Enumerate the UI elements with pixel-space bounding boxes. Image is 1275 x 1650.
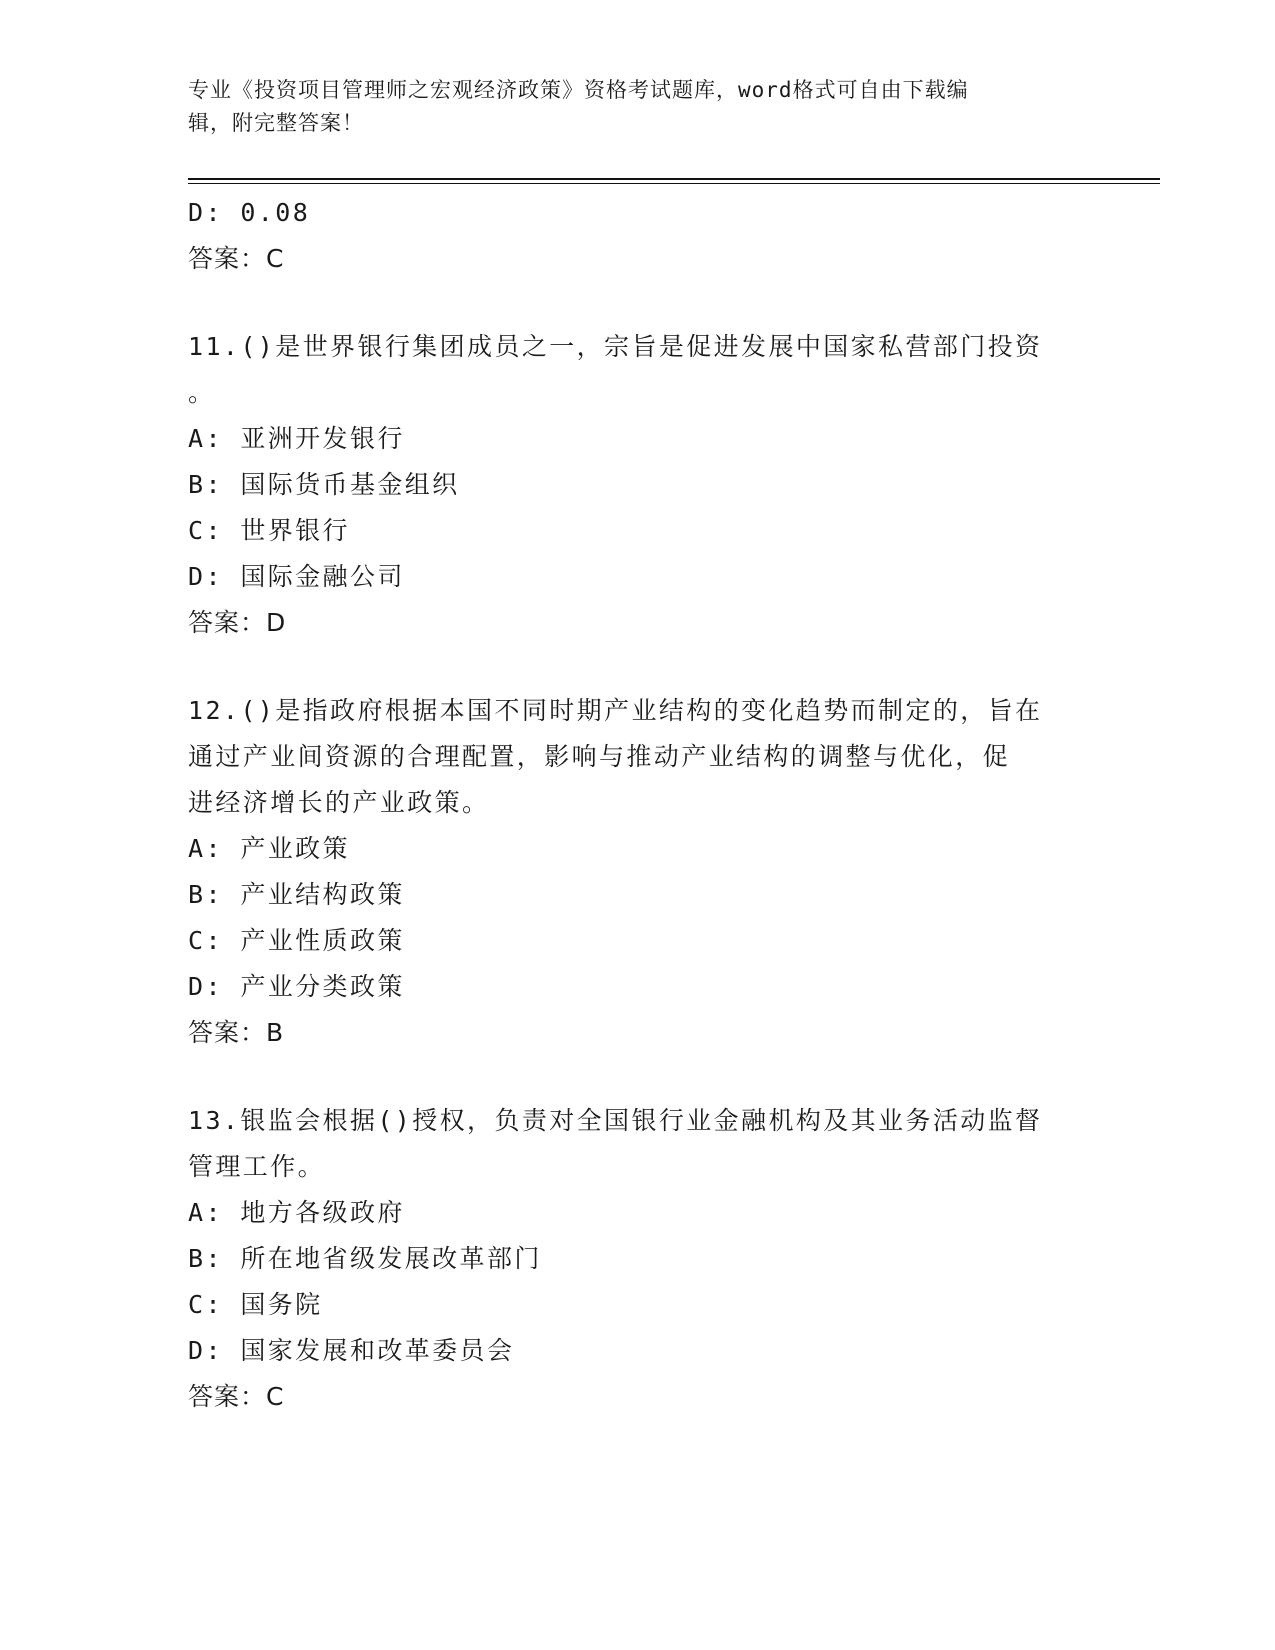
answer: 答案：B bbox=[188, 1018, 285, 1047]
option-d: D: 国际金融公司 bbox=[188, 562, 405, 591]
stem-line: 进经济增长的产业政策。 bbox=[188, 788, 490, 817]
option-c: C: 国务院 bbox=[188, 1290, 323, 1319]
stem-line: 12.()是指政府根据本国不同时期产业结构的变化趋势而制定的，旨在 bbox=[188, 696, 1043, 725]
header-line-2: 辑，附完整答案！ bbox=[188, 111, 364, 135]
stem-line: 13.银监会根据()授权，负责对全国银行业金融机构及其业务活动监督 bbox=[188, 1106, 1043, 1135]
stem-line: 11.()是世界银行集团成员之一，宗旨是促进发展中国家私营部门投资 bbox=[188, 332, 1043, 361]
option-d: D: 产业分类政策 bbox=[188, 972, 405, 1001]
question-13 bbox=[188, 1098, 1088, 1420]
header-rule-thin bbox=[188, 183, 1160, 184]
option-c: C: 世界银行 bbox=[188, 516, 350, 545]
header-rule-thick bbox=[188, 178, 1160, 180]
prev-option-d: D: 0.08 bbox=[188, 198, 311, 227]
question-11 bbox=[188, 324, 1088, 646]
header-line-1: 专业《投资项目管理师之宏观经济政策》资格考试题库，word格式可自由下载编 bbox=[188, 78, 969, 102]
question-12 bbox=[188, 688, 1088, 1056]
document-body bbox=[188, 190, 1088, 1420]
answer: 答案：C bbox=[188, 1382, 285, 1411]
option-a: A: 产业政策 bbox=[188, 834, 350, 863]
answer: 答案：D bbox=[188, 608, 287, 637]
stem-line: 管理工作。 bbox=[188, 1152, 326, 1181]
page-header bbox=[188, 74, 1088, 140]
question-stem bbox=[188, 324, 1088, 416]
option-a: A: 亚洲开发银行 bbox=[188, 424, 405, 453]
question-stem bbox=[188, 688, 1088, 826]
option-b: B: 国际货币基金组织 bbox=[188, 470, 460, 499]
option-c: C: 产业性质政策 bbox=[188, 926, 405, 955]
option-d: D: 国家发展和改革委员会 bbox=[188, 1336, 515, 1365]
option-b: B: 所在地省级发展改革部门 bbox=[188, 1244, 542, 1273]
option-b: B: 产业结构政策 bbox=[188, 880, 405, 909]
option-a: A: 地方各级政府 bbox=[188, 1198, 405, 1227]
stem-line: 。 bbox=[188, 378, 216, 407]
question-stem bbox=[188, 1098, 1088, 1190]
stem-line: 通过产业间资源的合理配置，影响与推动产业结构的调整与优化，促 bbox=[188, 742, 1011, 771]
prev-answer: 答案：C bbox=[188, 244, 285, 273]
